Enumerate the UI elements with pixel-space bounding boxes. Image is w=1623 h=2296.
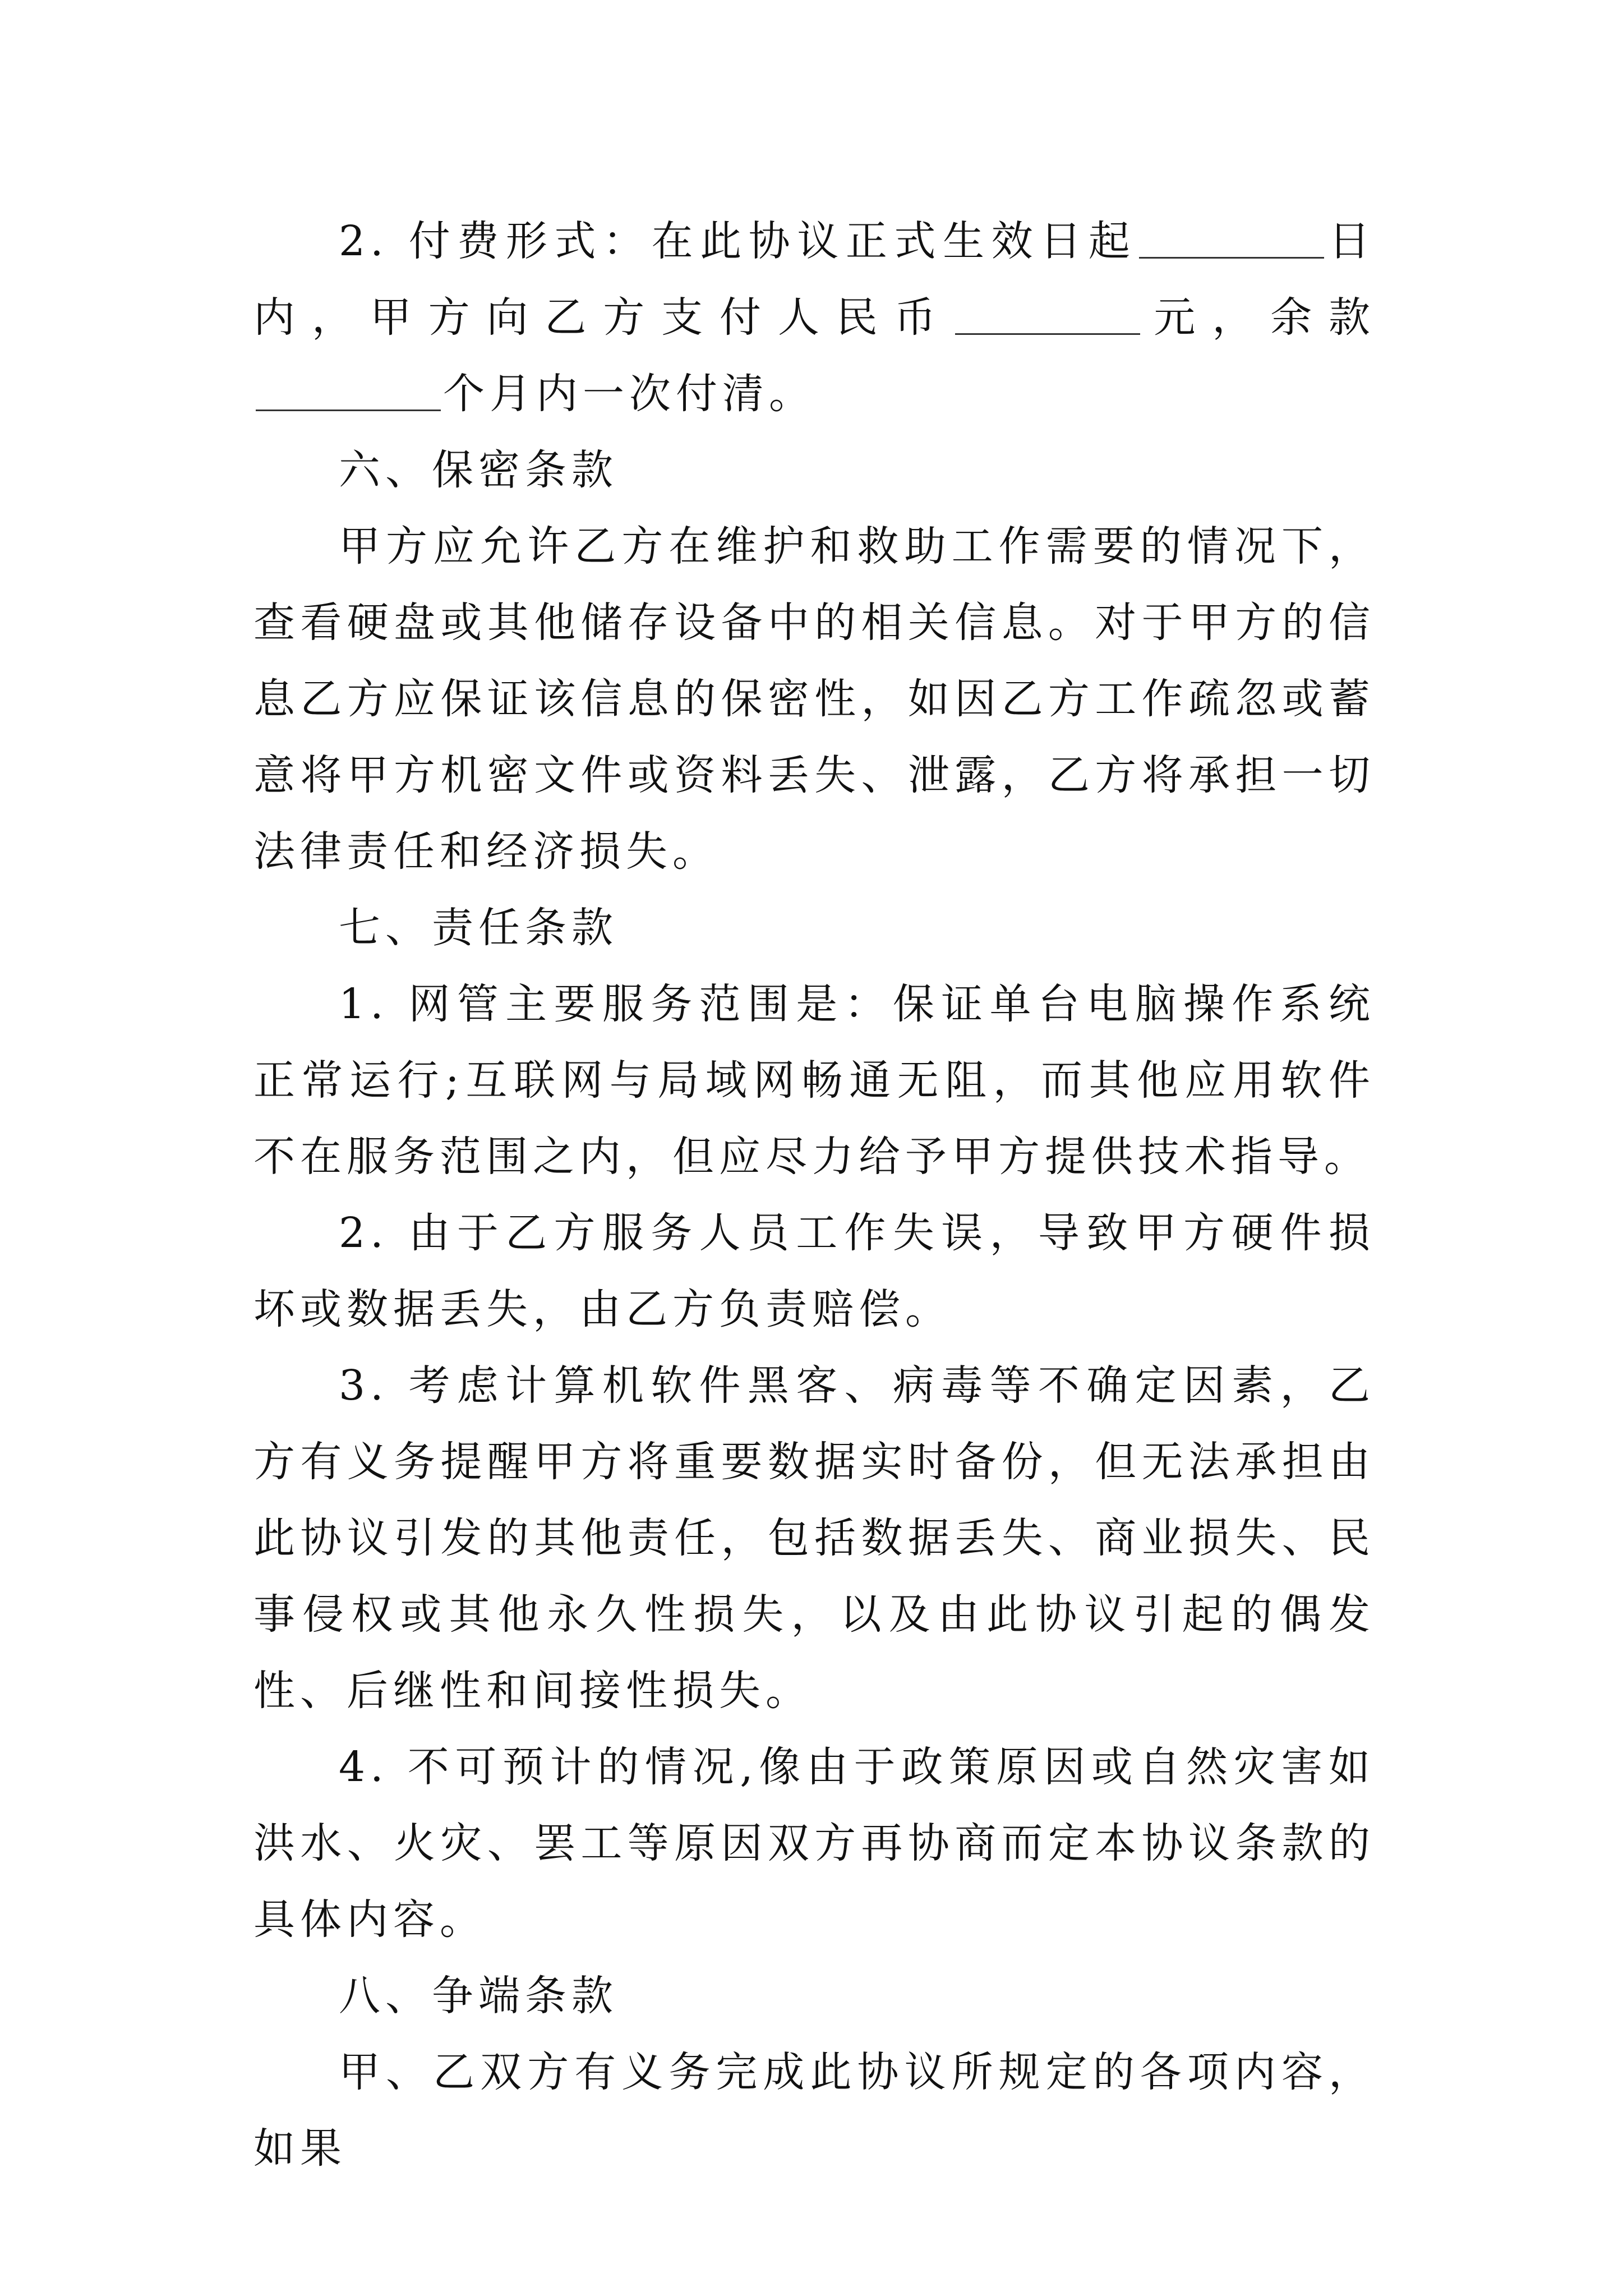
payment-text-2: 日内，甲方向乙方支付人民币 <box>253 217 1376 342</box>
dispute-paragraph: 甲、乙双方有义务完成此协议所规定的各项内容，如果 <box>253 2048 1375 2173</box>
payment-months-blank <box>256 370 441 411</box>
document-body <box>253 203 1375 2187</box>
payment-amount-blank <box>955 294 1140 335</box>
section-heading-confidentiality: 六、保密条款 <box>339 446 618 494</box>
liability-item-4: 4. 不可预计的情况,像由于政策原因或自然灾害如洪水、火灾、罢工等原因双方再协商而定本协议条款的具体内容。 <box>253 1743 1375 1944</box>
payment-clause <box>253 203 1375 432</box>
confidentiality-paragraph: 甲方应允许乙方在维护和救助工作需要的情况下，查看硬盘或其他储存设备中的相关信息。对于甲方的信息乙方应保证该信息的保密性，如因乙方工作疏忽或蓄意将甲方机密文件或资料丢失、泄露，乙方将承担一切法律责任和经济损失。 <box>253 522 1375 876</box>
liability-item-3: 3. 考虑计算机软件黑客、病毒等不确定因素，乙方有义务提醒甲方将重要数据实时备份，但无法承担由此协议引发的其他责任，包括数据丢失、商业损失、民事侵权或其他永久性损失，以及由此协议引起的偶发性、后继性和间接性损失。 <box>253 1361 1375 1715</box>
liability-item-2: 2. 由于乙方服务人员工作失误，导致甲方硬件损坏或数据丢失，由乙方负责赔偿。 <box>253 1209 1375 1333</box>
liability-item-1: 1. 网管主要服务范围是：保证单台电脑操作系统正常运行;互联网与局域网畅通无阻，而其他应用软件不在服务范围之内，但应尽力给予甲方提供技术指导。 <box>253 980 1375 1181</box>
payment-days-blank <box>1139 218 1324 259</box>
payment-text-1: 2. 付费形式：在此协议正式生效日起 <box>339 217 1137 265</box>
section-heading-dispute: 八、争端条款 <box>339 1972 618 2020</box>
section-heading-liability: 七、责任条款 <box>339 904 618 952</box>
payment-text-3: 元，余款 <box>1142 293 1375 342</box>
payment-text-4: 个月内一次付清。 <box>443 370 815 418</box>
